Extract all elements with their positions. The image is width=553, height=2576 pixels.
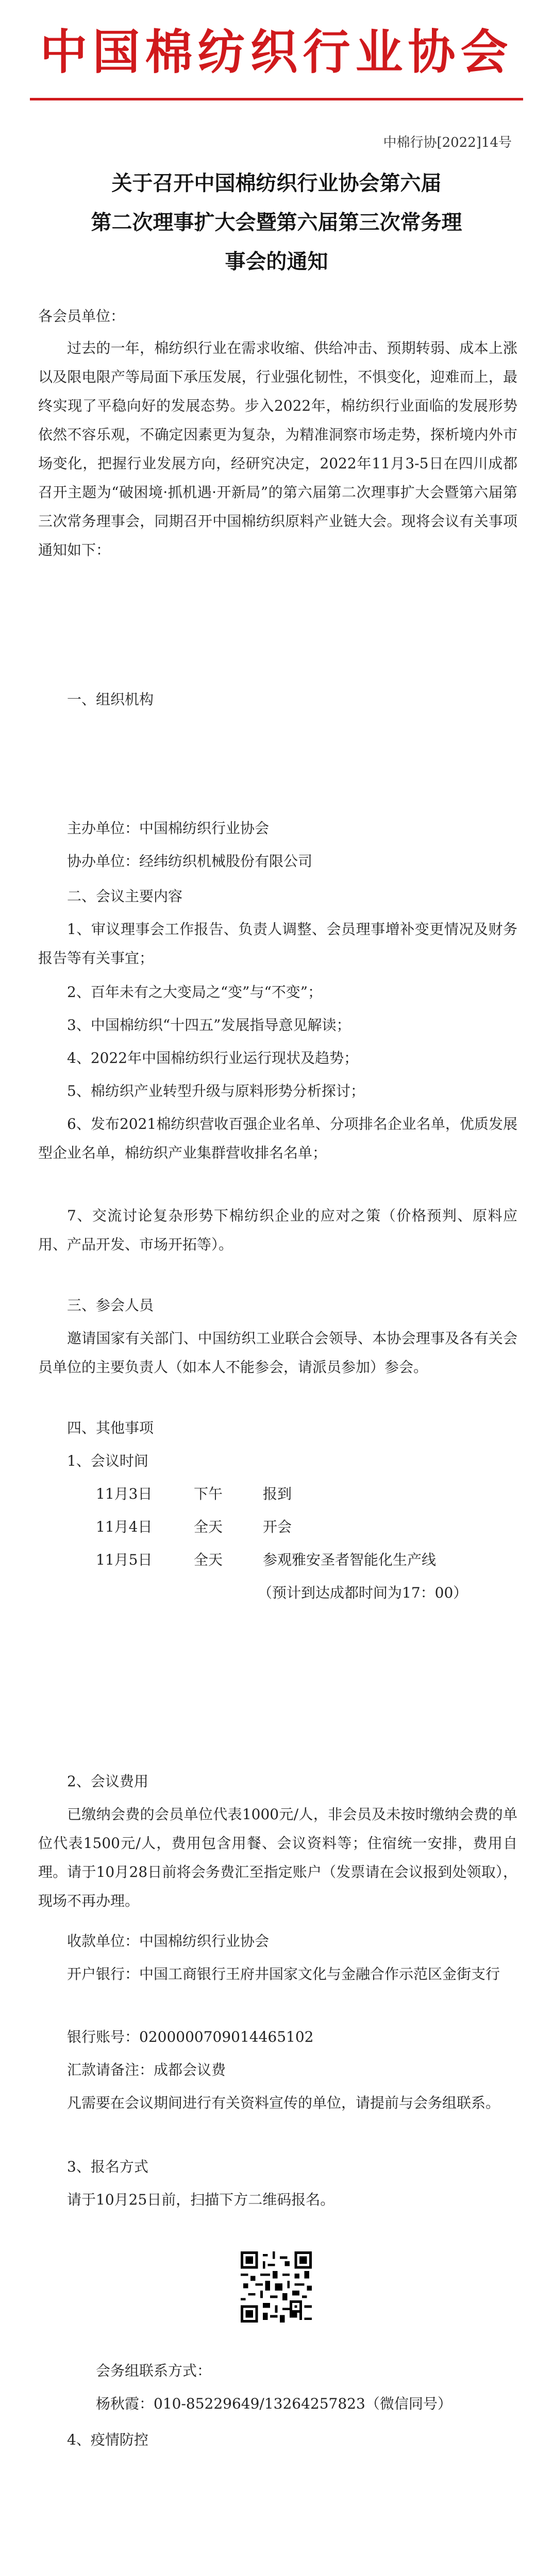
meeting-time-heading: 1、会议时间: [67, 1452, 148, 1469]
schedule-activity: 开会: [263, 1518, 292, 1535]
schedule-date: 11月5日: [96, 1551, 153, 1568]
schedule-period: 全天: [194, 1551, 223, 1568]
section-2-heading: 二、会议主要内容: [67, 888, 183, 905]
title-line-3: 事会的通知: [225, 250, 328, 274]
content-item-5: 5、棉纺织产业转型升级与原料形势分析探讨；: [67, 1082, 365, 1099]
promotion-notice: 凡需要在会议期间进行有关资料宣传的单位，请提前与会务组联系。: [67, 2094, 500, 2111]
contact-info: 杨秋霞：010-85229649/13264257823（微信同号）: [96, 2395, 452, 2412]
content-item-6: 6、发布2021棉纺织营收百强企业名单、分项排名企业名单，优质发展型企业名单，棉纺织产业集群营收排名名单；: [38, 1115, 517, 1161]
schedule-period: 全天: [194, 1518, 223, 1535]
registration-heading: 3、报名方式: [67, 2158, 148, 2175]
content-item-1: 1、审议理事会工作报告、负责人调整、会员理事增补变更情况及财务报告等有关事宜；: [38, 921, 517, 967]
registration-text: 请于10月25日前，扫描下方二维码报名。: [67, 2191, 335, 2208]
salutation: 各会员单位：: [38, 308, 125, 325]
title-line-2: 第二次理事扩大会暨第六届第三次常务理: [91, 211, 462, 234]
host-organization: 主办单位：中国棉纺织行业协会: [67, 820, 270, 837]
section-3-heading: 三、参会人员: [67, 1297, 154, 1314]
document-number: 中棉行协[2022]14号: [383, 135, 512, 150]
participants-text: 邀请国家有关部门、中国纺织工业联合会领导、本协会理事及各有关会员单位的主要负责人（如本人不能参会，请派员参加）参会。: [38, 1330, 517, 1376]
fee-heading: 2、会议费用: [67, 1773, 148, 1790]
document-title: [31, 164, 522, 281]
bank: 开户银行：中国工商银行王府井国家文化与金融合作示范区金街支行: [67, 1965, 500, 1982]
payee: 收款单位：中国棉纺织行业协会: [67, 1933, 270, 1950]
remittance-remark: 汇款请备注：成都会议费: [67, 2061, 226, 2078]
title-line-1: 关于召开中国棉纺织行业协会第六届: [111, 172, 442, 195]
contact-label: 会务组联系方式：: [96, 2362, 212, 2379]
section-4-heading: 四、其他事项: [67, 1419, 154, 1436]
co-organization: 协办单位：经纬纺织机械股份有限公司: [67, 853, 313, 870]
bank-account: 银行账号：0200000709014465102: [67, 2028, 314, 2045]
schedule-date: 11月4日: [96, 1518, 153, 1535]
fee-text: 已缴纳会费的会员单位代表1000元/人，非会员及未按时缴纳会费的单位代表1500元/人，费用包含用餐、会议资料等；住宿统一安排，费用自理。请于10月28日前将会务费汇至指定账户（发票请在会议报到处领取），现场不再办理。: [38, 1806, 517, 1909]
epidemic-heading: 4、疫情防控: [67, 2431, 148, 2448]
intro-paragraph: 过去的一年，棉纺织行业在需求收缩、供给冲击、预期转弱、成本上涨以及限电限产等局面下承压发展，行业强化韧性，不惧变化，迎难而上，最终实现了平稳向好的发展态势。步入2022年，棉纺织行业面临的发展形势依然不容乐观，不确定因素更为复杂，为精准洞察市场走势，探析境内外市场变化，把握行业发展方向，经研究决定，2022年11月3-5日在四川成都召开主题为“破困境·抓机遇·开新局”的第六届第二次理事扩大会暨第六届第三次常务理事会，同期召开中国棉纺织原料产业链大会。现将会议有关事项通知如下：: [38, 340, 517, 558]
content-item-4: 4、2022年中国棉纺织行业运行现状及趋势；: [67, 1049, 359, 1066]
registration-qr-code[interactable]: [241, 2251, 312, 2323]
schedule-row: [0, 1546, 553, 1574]
content-item-7: 7、交流讨论复杂形势下棉纺织企业的应对之策（价格预判、原料应用、产品开发、市场开拓等）。: [38, 1207, 517, 1253]
red-divider: [30, 98, 523, 100]
schedule-period: 下午: [194, 1485, 223, 1502]
arrival-time-note: （预计到达成都时间为17：00）: [258, 1584, 468, 1601]
schedule-row: [0, 1480, 553, 1509]
content-item-3: 3、中国棉纺织“十四五”发展指导意见解读；: [67, 1016, 351, 1033]
schedule-date: 11月3日: [96, 1485, 153, 1502]
schedule-activity: 报到: [263, 1485, 292, 1502]
section-1-heading: 一、组织机构: [67, 691, 154, 708]
org-letterhead-title: 中国棉纺织行业协会: [40, 25, 513, 80]
schedule-row: [0, 1513, 553, 1541]
schedule-activity: 参观雅安圣者智能化生产线: [263, 1551, 437, 1568]
content-item-2: 2、百年未有之大变局之“变”与“不变”；: [67, 984, 323, 1001]
